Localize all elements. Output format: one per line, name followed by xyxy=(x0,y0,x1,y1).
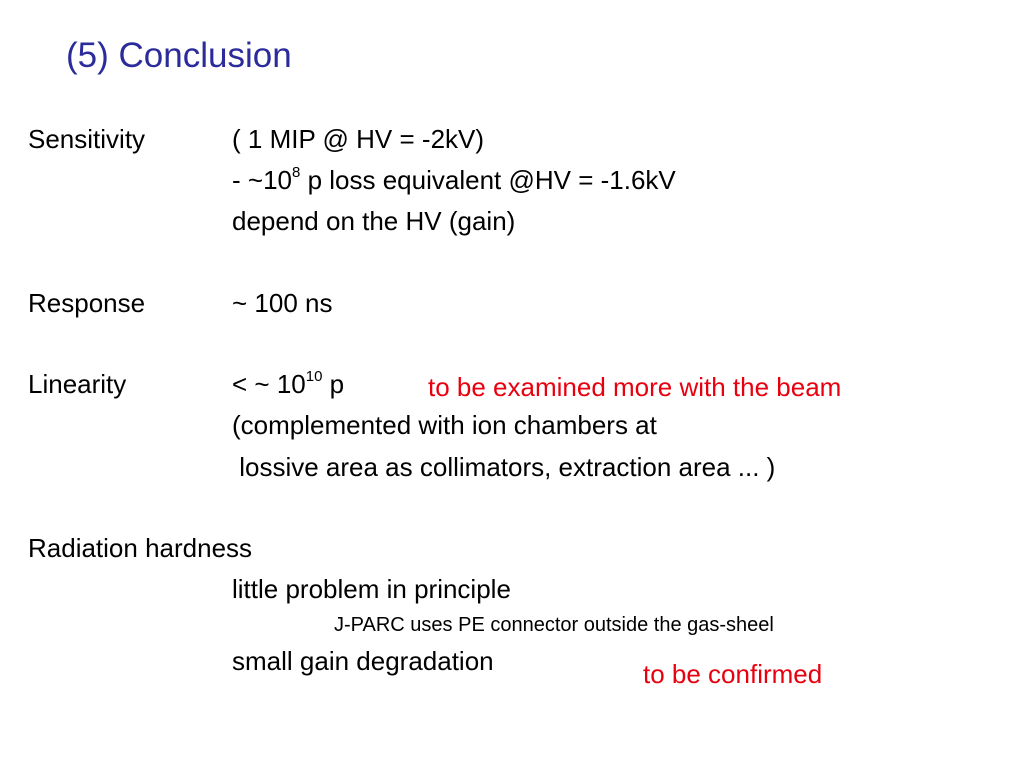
sensitivity-line-3: depend on the HV (gain) xyxy=(232,206,516,236)
linearity-line-3: lossive area as collimators, extraction area ... ) xyxy=(232,452,776,482)
response-value: ~ 100 ns xyxy=(232,288,333,318)
response-label: Response xyxy=(28,288,146,318)
radiation-line-1: little problem in principle xyxy=(232,574,511,604)
linearity-label: Linearity xyxy=(28,369,127,399)
radiation-label: Radiation hardness xyxy=(28,533,253,563)
linearity-value: < ~ $10^{10}$ p xyxy=(232,368,345,399)
linearity-line-2: (complemented with ion chambers at xyxy=(232,410,657,440)
sensitivity-line-1: ( 1 MIP @ HV = -2kV) xyxy=(232,124,485,154)
slide-title: (5) Conclusion xyxy=(66,36,292,75)
linearity-note: to be examined more with the beam xyxy=(428,372,842,402)
sensitivity-line-2: - $\sim 10^8$ p loss equivalent @HV = -1.6kV xyxy=(232,164,676,195)
radiation-note: to be confirmed xyxy=(643,659,823,689)
radiation-line-2: small gain degradation xyxy=(232,646,494,676)
sensitivity-label: Sensitivity xyxy=(28,124,146,154)
radiation-subnote: J-PARC uses PE connector outside the gas-sheel xyxy=(334,614,774,636)
